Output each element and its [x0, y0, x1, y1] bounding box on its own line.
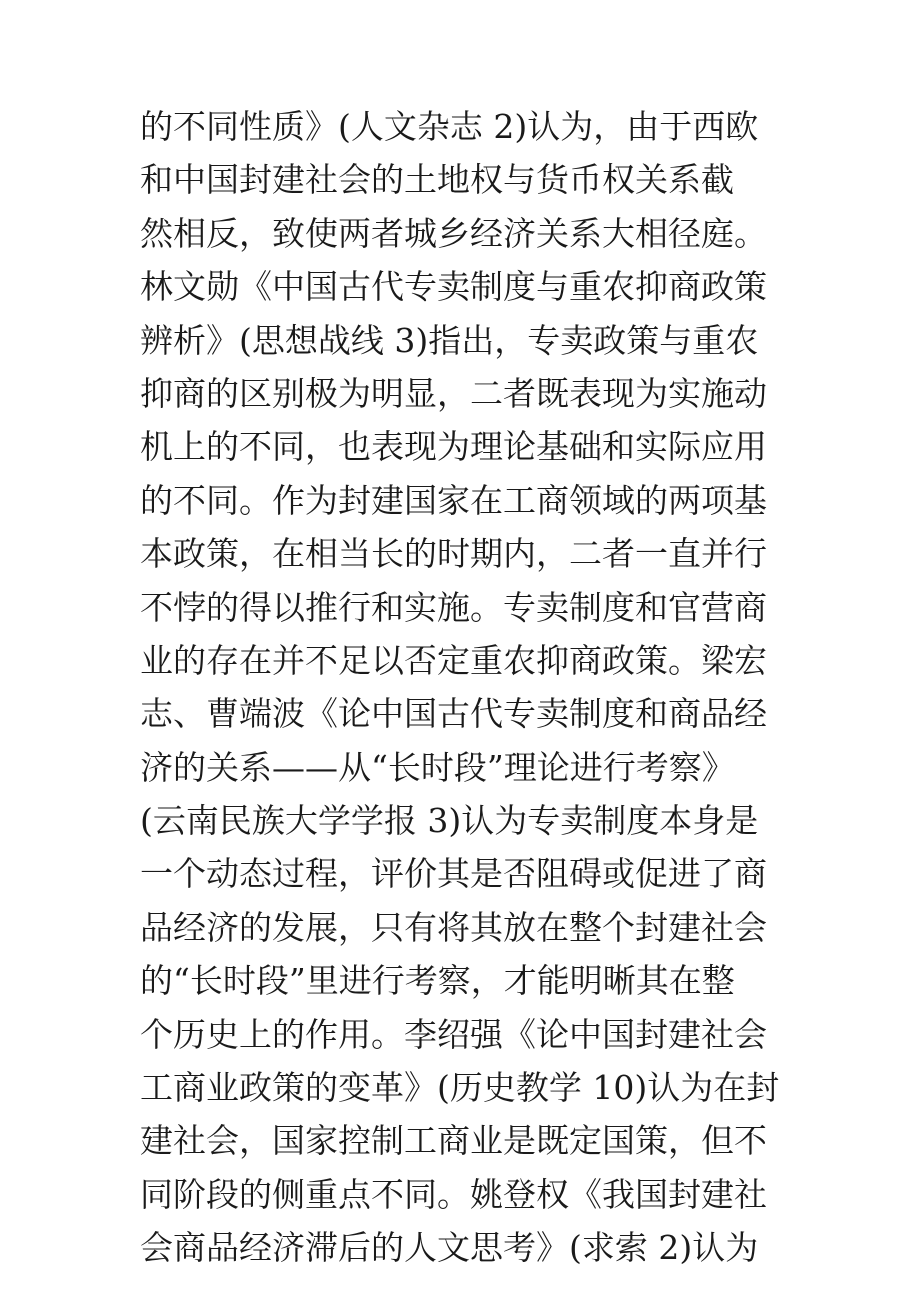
text-line: 的不同性质》(人文杂志 2)认为，由于西欧	[140, 107, 759, 146]
text-line: 同阶段的侧重点不同。姚登权《我国封建社	[140, 1174, 767, 1214]
text-line: 济的关系——从“长时段”理论进行考察》	[140, 747, 735, 787]
text-line: (云南民族大学学报 3)认为专卖制度本身是	[140, 801, 759, 841]
text-line: 本政策，在相当长的时期内，二者一直并行	[140, 534, 767, 574]
text-line: 志、曹端波《论中国古代专卖制度和商品经	[140, 694, 767, 734]
text-line: 一个动态过程，评价其是否阻碍或促进了商	[140, 854, 767, 894]
text-line: 然相反，致使两者城乡经济关系大相径庭。	[140, 213, 767, 253]
text-line: 品经济的发展，只有将其放在整个封建社会	[140, 907, 767, 947]
body-text	[140, 100, 800, 1275]
text-line: 个历史上的作用。李绍强《论中国封建社会	[140, 1014, 767, 1054]
text-line: 抑商的区别极为明显，二者既表现为实施动	[140, 373, 767, 413]
text-line: 不悖的得以推行和实施。专卖制度和官营商	[140, 587, 767, 627]
text-line: 林文勋《中国古代专卖制度与重农抑商政策	[140, 267, 767, 307]
text-line: 建社会，国家控制工商业是既定国策，但不	[140, 1121, 767, 1161]
text-line: 的“长时段”里进行考察，才能明晰其在整	[140, 961, 735, 1001]
text-line: 会商品经济滞后的人文思考》(求索 2)认为	[140, 1228, 759, 1268]
text-line: 的不同。作为封建国家在工商领域的两项基	[140, 480, 767, 520]
text-line: 机上的不同，也表现为理论基础和实际应用	[140, 427, 767, 467]
text-line: 和中国封建社会的土地权与货币权关系截	[140, 160, 734, 200]
text-line: 工商业政策的变革》(历史教学 10)认为在封	[140, 1068, 780, 1108]
text-line: 业的存在并不足以否定重农抑商政策。梁宏	[140, 640, 767, 680]
text-line: 辨析》(思想战线 3)指出，专卖政策与重农	[140, 320, 759, 360]
